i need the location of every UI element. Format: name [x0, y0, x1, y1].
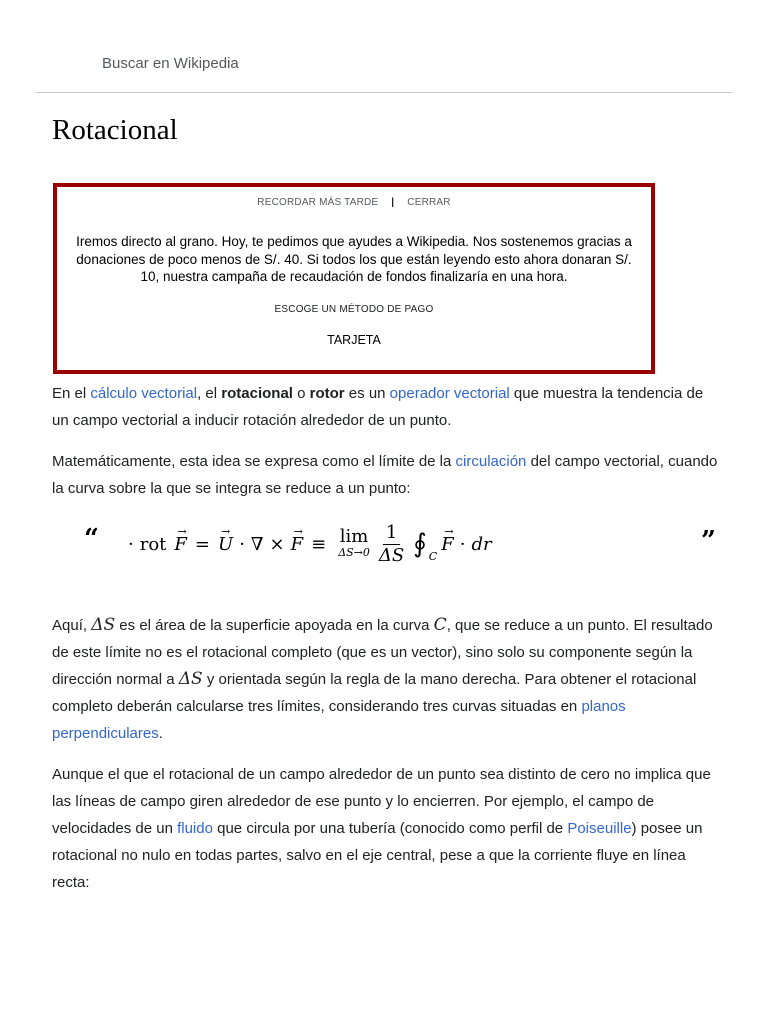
formula-numerator: 1: [383, 522, 400, 545]
banner-actions: [57, 197, 651, 208]
link-calculo-vectorial[interactable]: cálculo vectorial: [90, 385, 198, 402]
article-content: [52, 380, 724, 910]
formula-eq: =: [194, 534, 211, 555]
formula-dot: ·: [239, 534, 245, 555]
formula-U: → U: [218, 531, 233, 558]
formula-F: → F: [291, 531, 304, 558]
remind-later-button[interactable]: RECORDAR MÁS TARDE: [257, 197, 379, 208]
formula-lim: lim: [339, 525, 369, 547]
formula-denominator: ΔS: [378, 545, 405, 566]
formula-limit: [338, 525, 370, 561]
paragraph-intro: [52, 380, 724, 434]
bold-rotor: rotor: [309, 385, 345, 402]
formula-times: ×: [269, 534, 285, 555]
text: es un: [344, 385, 390, 402]
payment-method-label: ESCOGE UN MÉTODO DE PAGO: [274, 303, 434, 315]
card-payment-button[interactable]: TARJETA: [327, 332, 381, 347]
page-title: Rotacional: [52, 114, 178, 146]
link-planos-perpendiculares[interactable]: planos perpendiculares: [52, 698, 626, 742]
curl-formula: [122, 522, 492, 567]
paragraph-math-idea: [52, 448, 724, 502]
banner-separator: |: [391, 197, 395, 208]
formula-dr: dr: [471, 534, 492, 555]
header-divider: [36, 92, 732, 93]
bold-rotacional: rotacional: [221, 385, 293, 402]
text: o: [292, 385, 310, 402]
link-poiseuille[interactable]: Poiseuille: [567, 820, 632, 837]
math-delta-s: ΔS: [91, 615, 116, 635]
formula-fraction: [379, 522, 404, 567]
paragraph-aunque: [52, 761, 724, 896]
formula-F: → F: [174, 531, 187, 558]
text: ) posee un rotacional no nulo en todas partes, salvo en el eje central, pese a que la corriente fluye en línea recta:: [52, 820, 703, 891]
fundraising-banner: [53, 183, 655, 374]
formula-block: [52, 516, 724, 590]
text: Aunque el que el rotacional de un campo alrededor de un punto sea distinto de cero no implica que las líneas de campo giren alrededor de ese punto y lo encierren. Por ejemplo, el campo de velocidades de un: [52, 766, 711, 837]
text: Matemáticamente, esta idea se expresa como el límite de la: [52, 453, 456, 470]
paragraph-aqui: [52, 612, 724, 747]
text: que muestra la tendencia de un campo vectorial a inducir rotación alrededor de un punto.: [52, 385, 704, 429]
close-banner-button[interactable]: CERRAR: [407, 197, 451, 208]
formula-rot: rot: [139, 534, 167, 555]
formula-equiv: ≡: [311, 534, 327, 555]
quote-open-icon: “: [84, 524, 99, 554]
contour-integral-icon: ∮: [413, 529, 427, 559]
formula-integral-sub: C: [428, 550, 438, 563]
text: Aquí,: [52, 617, 92, 634]
text: .: [158, 725, 163, 742]
formula-F: → F: [441, 531, 454, 558]
quote-close-icon: ”: [701, 526, 716, 556]
formula-dot: ·: [459, 534, 466, 555]
text: En el: [52, 385, 91, 402]
text: y orientada según la regla de la mano derecha. Para obtener el rotacional completo deberán calcularse tres límites, considerando tres curvas situadas en: [52, 671, 697, 715]
banner-message: Iremos directo al grano. Hoy, te pedimos que ayudes a Wikipedia. Nos sostenemos gracias a donaciones de poco menos de S/. 40. Si todos los que están leyendo esto ahora donaran S/. 10, nuestra campaña de recaudación de fondos finalizaría en una hora.: [76, 234, 632, 284]
link-circulacion[interactable]: circulación: [455, 453, 527, 470]
text: , el: [197, 385, 222, 402]
text: del campo vectorial, cuando la curva sobre la que se integra se reduce a un punto:: [52, 453, 718, 497]
link-operador-vectorial[interactable]: operador vectorial: [389, 385, 510, 402]
formula-nabla: ∇: [250, 534, 264, 555]
search-input[interactable]: Buscar en Wikipedia: [102, 55, 239, 72]
text: es el área de la superficie apoyada en la curva: [115, 617, 434, 634]
formula-lim-sub: ΔS→0: [338, 545, 370, 559]
math-c: C: [433, 615, 447, 635]
link-fluido[interactable]: fluido: [177, 820, 213, 837]
text: que circula por una tubería (conocido como perfil de: [212, 820, 568, 837]
text: , que se reduce a un punto. El resultado de este límite no es el rotacional completo (que es un vector), sino solo su componente según la dirección normal a: [52, 617, 713, 688]
formula-dot: ·: [128, 534, 134, 555]
math-delta-s: ΔS: [178, 669, 203, 689]
